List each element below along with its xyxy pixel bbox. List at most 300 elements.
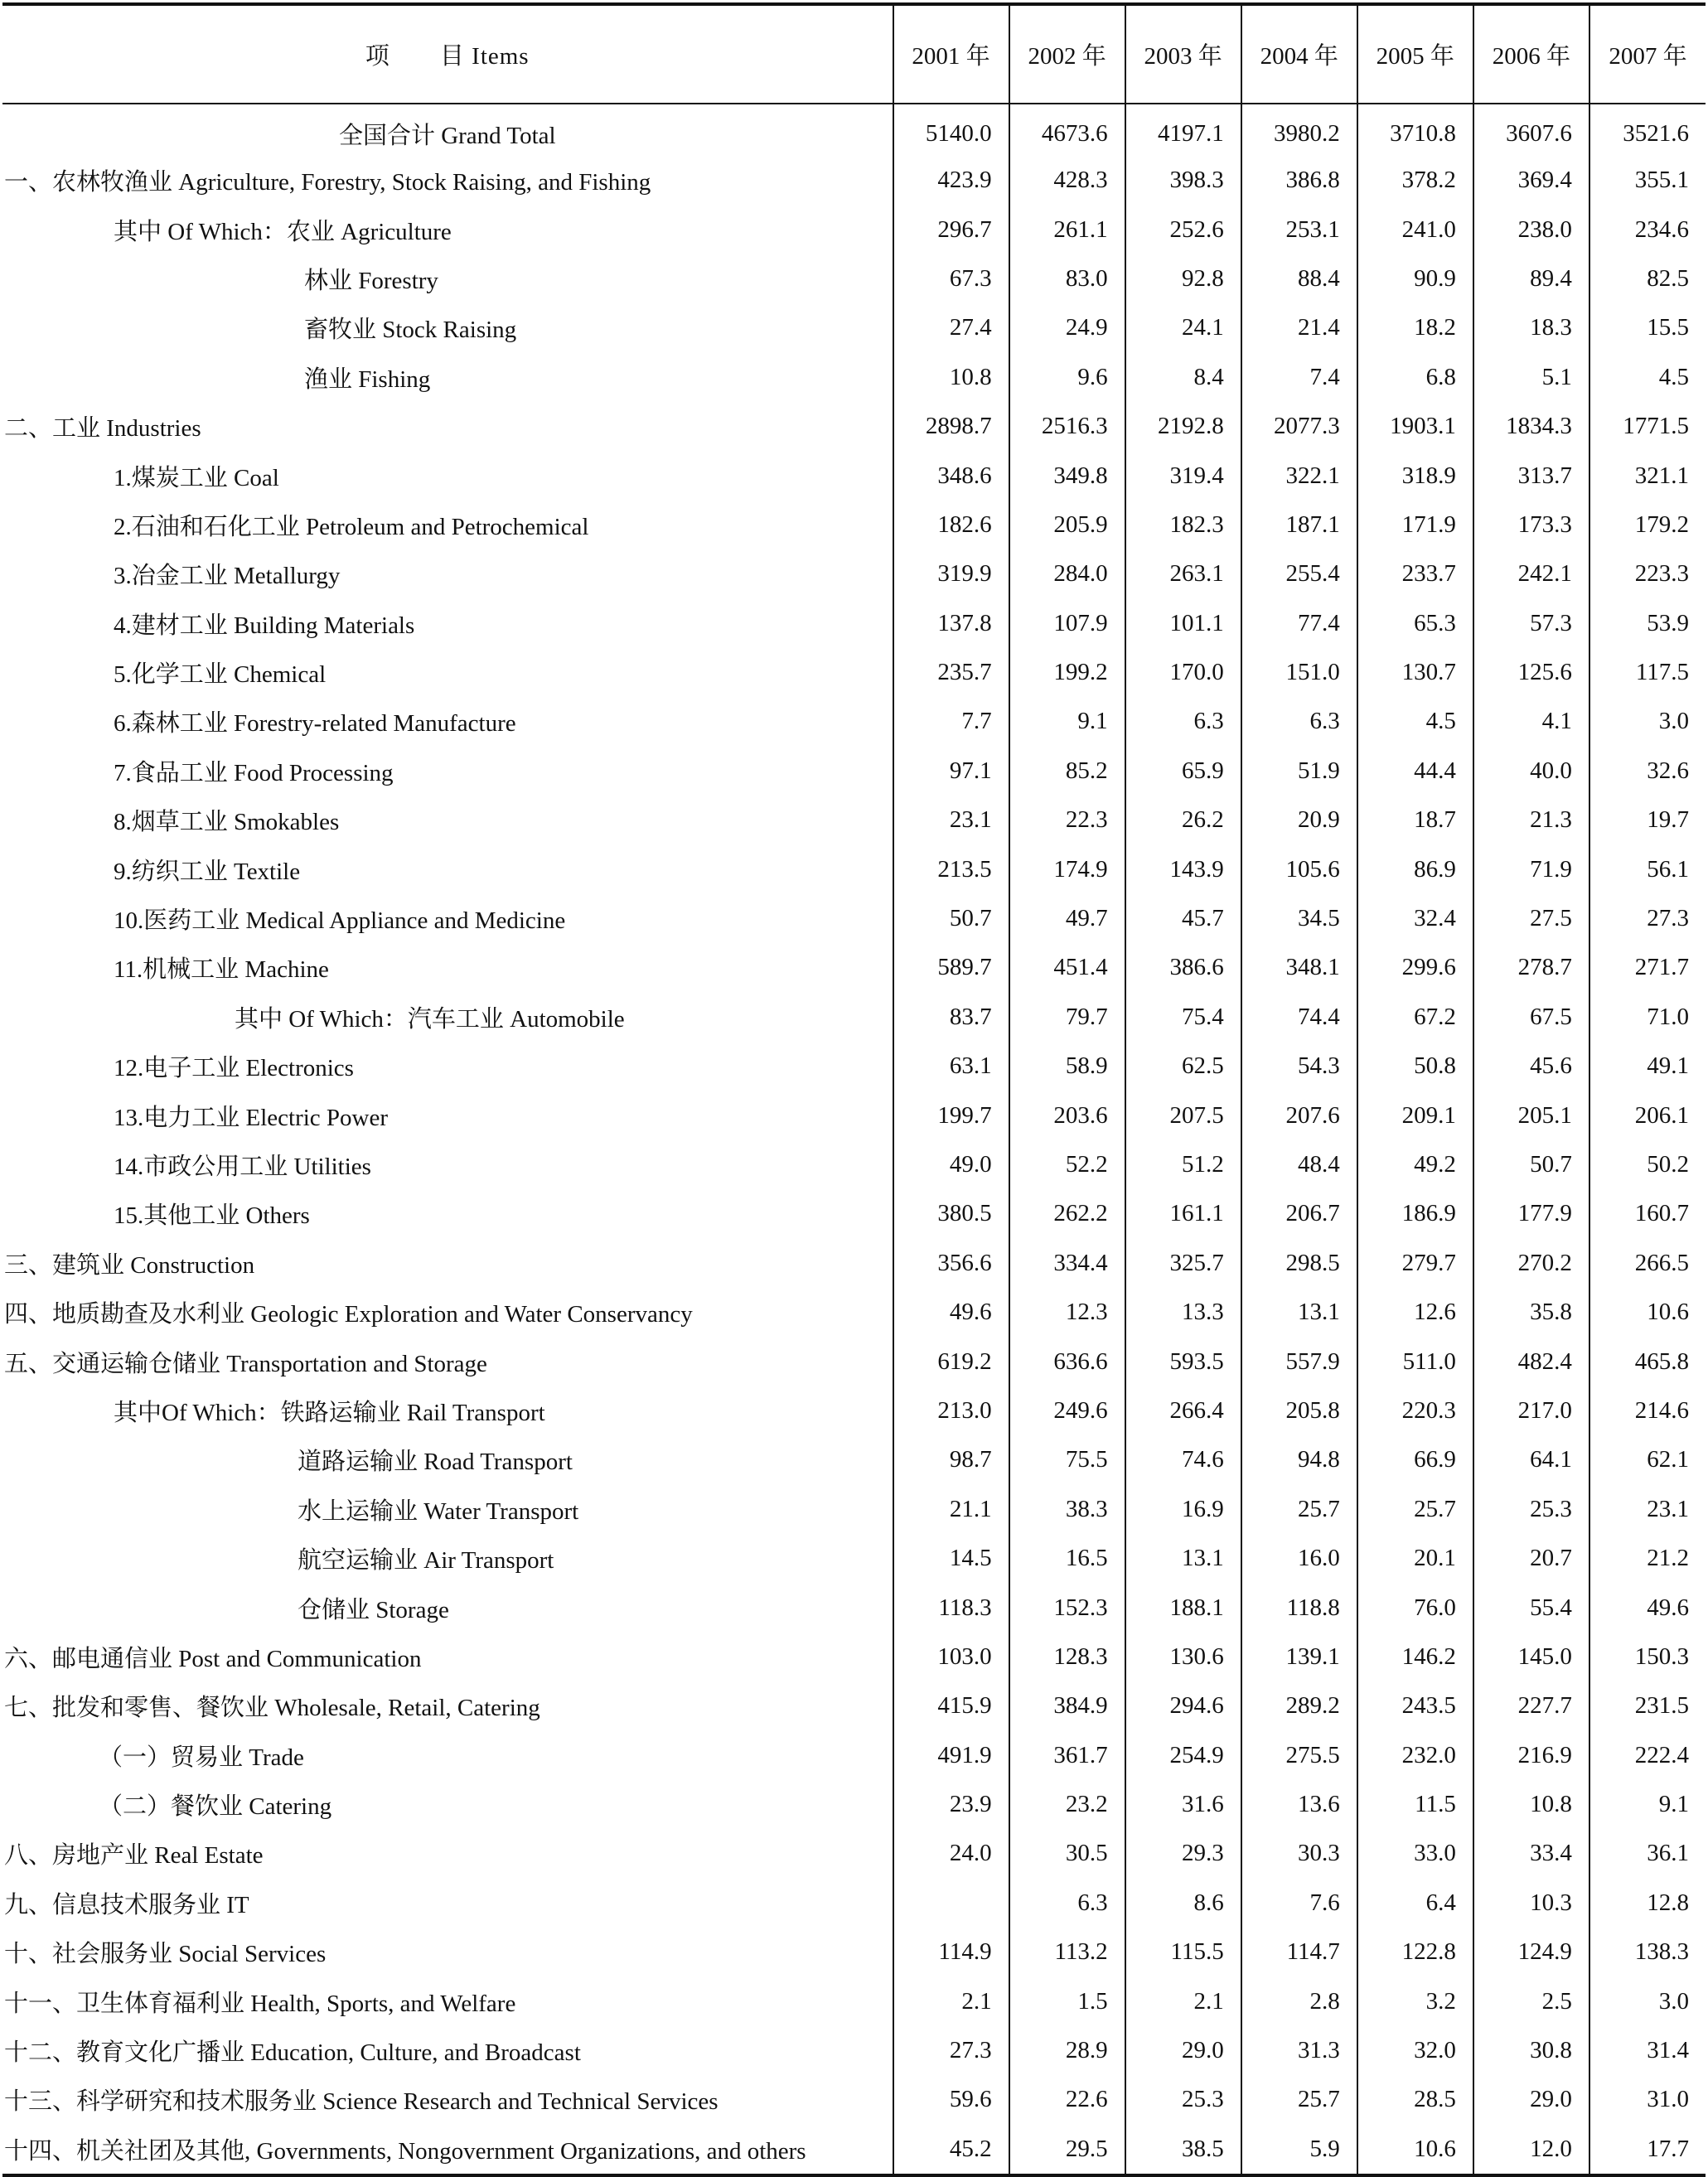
value-cell: 56.1 xyxy=(1589,844,1706,893)
value-cell: 451.4 xyxy=(1009,943,1125,992)
value-cell: 94.8 xyxy=(1241,1435,1357,1484)
value-cell: 75.4 xyxy=(1125,993,1241,1042)
value-cell: 34.5 xyxy=(1241,894,1357,943)
value-cell: 53.9 xyxy=(1589,599,1706,648)
value-cell: 10.8 xyxy=(1473,1780,1589,1829)
row-label: 十一、卫生体育福利业 Health, Sports, and Welfare xyxy=(4,1990,516,2017)
value-cell: 263.1 xyxy=(1125,549,1241,598)
value-cell: 3980.2 xyxy=(1241,104,1357,156)
value-cell: 31.3 xyxy=(1241,2026,1357,2075)
row-label: 12.电子工业 Electronics xyxy=(114,1055,354,1082)
value-cell: 48.4 xyxy=(1241,1140,1357,1189)
value-cell: 278.7 xyxy=(1473,943,1589,992)
value-cell: 50.7 xyxy=(893,894,1009,943)
value-cell: 115.5 xyxy=(1125,1928,1241,1976)
value-cell: 30.8 xyxy=(1473,2026,1589,2075)
value-cell: 249.6 xyxy=(1009,1386,1125,1435)
value-cell: 30.5 xyxy=(1009,1829,1125,1878)
value-cell: 35.8 xyxy=(1473,1288,1589,1337)
value-cell: 6.3 xyxy=(1241,697,1357,746)
value-cell: 334.4 xyxy=(1009,1239,1125,1288)
value-cell: 18.2 xyxy=(1357,303,1473,352)
value-cell: 59.6 xyxy=(893,2075,1009,2124)
table-row xyxy=(2,1534,1706,1583)
value-cell: 356.6 xyxy=(893,1239,1009,1288)
row-label: 九、信息技术服务业 IT xyxy=(4,1891,249,1918)
value-cell: 10.6 xyxy=(1589,1288,1706,1337)
value-cell: 235.7 xyxy=(893,648,1009,697)
value-cell: 5.9 xyxy=(1241,2125,1357,2175)
value-cell: 9.1 xyxy=(1009,697,1125,746)
table-row xyxy=(2,1435,1706,1484)
value-cell: 10.8 xyxy=(893,353,1009,402)
value-cell: 279.7 xyxy=(1357,1239,1473,1288)
value-cell: 2.1 xyxy=(1125,1976,1241,2025)
value-cell: 3607.6 xyxy=(1473,104,1589,156)
row-label: 14.市政公用工业 Utilities xyxy=(114,1154,371,1180)
value-cell: 491.9 xyxy=(893,1731,1009,1780)
value-cell: 107.9 xyxy=(1009,599,1125,648)
value-cell: 79.7 xyxy=(1009,993,1125,1042)
value-cell: 2.5 xyxy=(1473,1976,1589,2025)
value-cell: 24.0 xyxy=(893,1829,1009,1878)
value-cell: 1771.5 xyxy=(1589,402,1706,451)
value-cell: 16.5 xyxy=(1009,1534,1125,1583)
value-cell: 4.5 xyxy=(1589,353,1706,402)
value-cell: 28.5 xyxy=(1357,2075,1473,2124)
value-cell: 82.5 xyxy=(1589,254,1706,303)
value-cell: 2.1 xyxy=(893,1976,1009,2025)
table-row xyxy=(2,1681,1706,1730)
value-cell: 67.2 xyxy=(1357,993,1473,1042)
value-cell: 90.9 xyxy=(1357,254,1473,303)
row-label: 13.电力工业 Electric Power xyxy=(114,1104,389,1131)
value-cell: 5.1 xyxy=(1473,353,1589,402)
value-cell: 182.6 xyxy=(893,501,1009,549)
value-cell: 173.3 xyxy=(1473,501,1589,549)
value-cell: 2.8 xyxy=(1241,1976,1357,2025)
value-cell: 177.9 xyxy=(1473,1189,1589,1238)
value-cell: 38.3 xyxy=(1009,1485,1125,1534)
table-row xyxy=(2,1337,1706,1386)
value-cell: 322.1 xyxy=(1241,451,1357,500)
value-cell: 49.0 xyxy=(893,1140,1009,1189)
value-cell: 62.5 xyxy=(1125,1042,1241,1091)
value-cell: 23.2 xyxy=(1009,1780,1125,1829)
value-cell: 1903.1 xyxy=(1357,402,1473,451)
value-cell: 589.7 xyxy=(893,943,1009,992)
row-label: 畜牧业 Stock Raising xyxy=(304,317,517,344)
value-cell: 151.0 xyxy=(1241,648,1357,697)
table-row xyxy=(2,1288,1706,1337)
value-cell: 10.6 xyxy=(1357,2125,1473,2175)
row-label: 5.化学工业 Chemical xyxy=(114,661,327,689)
value-cell: 12.0 xyxy=(1473,2125,1589,2175)
value-cell: 114.9 xyxy=(893,1928,1009,1976)
value-cell: 33.0 xyxy=(1357,1829,1473,1878)
value-cell: 45.2 xyxy=(893,2125,1009,2175)
value-cell: 62.1 xyxy=(1589,1435,1706,1484)
value-cell: 29.0 xyxy=(1125,2026,1241,2075)
value-cell: 232.0 xyxy=(1357,1731,1473,1780)
value-cell: 289.2 xyxy=(1241,1681,1357,1730)
value-cell: 50.2 xyxy=(1589,1140,1706,1189)
value-cell: 284.0 xyxy=(1009,549,1125,598)
value-cell: 74.4 xyxy=(1241,993,1357,1042)
value-cell: 18.7 xyxy=(1357,796,1473,844)
value-cell: 3710.8 xyxy=(1357,104,1473,156)
value-cell: 86.9 xyxy=(1357,844,1473,893)
year-column-header: 2002 年 xyxy=(1009,4,1125,104)
value-cell: 125.6 xyxy=(1473,648,1589,697)
table-row xyxy=(2,1879,1706,1928)
table-row xyxy=(2,353,1706,402)
value-cell: 44.4 xyxy=(1357,747,1473,796)
value-cell: 255.4 xyxy=(1241,549,1357,598)
value-cell: 29.5 xyxy=(1009,2125,1125,2175)
row-label: 11.机械工业 Machine xyxy=(114,956,329,984)
value-cell: 33.4 xyxy=(1473,1829,1589,1878)
value-cell: 2898.7 xyxy=(893,402,1009,451)
value-cell: 57.3 xyxy=(1473,599,1589,648)
value-cell: 71.0 xyxy=(1589,993,1706,1042)
value-cell: 74.6 xyxy=(1125,1435,1241,1484)
value-cell: 220.3 xyxy=(1357,1386,1473,1435)
value-cell: 49.2 xyxy=(1357,1140,1473,1189)
value-cell: 45.6 xyxy=(1473,1042,1589,1091)
value-cell: 213.0 xyxy=(893,1386,1009,1435)
value-cell: 5140.0 xyxy=(893,104,1009,156)
value-cell: 118.3 xyxy=(893,1583,1009,1632)
value-cell: 49.7 xyxy=(1009,894,1125,943)
value-cell: 12.8 xyxy=(1589,1879,1706,1928)
value-cell: 233.7 xyxy=(1357,549,1473,598)
items-column-header: 项 目 Items xyxy=(2,4,893,104)
value-cell: 348.1 xyxy=(1241,943,1357,992)
value-cell: 118.8 xyxy=(1241,1583,1357,1632)
value-cell: 2516.3 xyxy=(1009,402,1125,451)
value-cell: 378.2 xyxy=(1357,156,1473,205)
value-cell: 231.5 xyxy=(1589,1681,1706,1730)
value-cell: 241.0 xyxy=(1357,205,1473,254)
value-cell: 76.0 xyxy=(1357,1583,1473,1632)
row-label: 9.纺织工业 Textile xyxy=(114,858,301,885)
row-label: 一、农林牧渔业 Agriculture, Forestry, Stock Raising, and Fishing xyxy=(4,169,651,196)
value-cell: 19.7 xyxy=(1589,796,1706,844)
value-cell: 139.1 xyxy=(1241,1633,1357,1681)
row-label: 15.其他工业 Others xyxy=(114,1202,310,1230)
value-cell: 182.3 xyxy=(1125,501,1241,549)
row-label: 十二、教育文化广播业 Education, Culture, and Broadcast xyxy=(4,2039,581,2067)
value-cell: 380.5 xyxy=(893,1189,1009,1238)
table-row xyxy=(2,1189,1706,1238)
value-cell: 214.6 xyxy=(1589,1386,1706,1435)
value-cell: 319.4 xyxy=(1125,451,1241,500)
value-cell: 13.1 xyxy=(1125,1534,1241,1583)
value-cell: 130.6 xyxy=(1125,1633,1241,1681)
value-cell: 313.7 xyxy=(1473,451,1589,500)
value-cell: 32.4 xyxy=(1357,894,1473,943)
value-cell: 199.7 xyxy=(893,1091,1009,1139)
value-cell: 97.1 xyxy=(893,747,1009,796)
value-cell: 252.6 xyxy=(1125,205,1241,254)
value-cell: 205.1 xyxy=(1473,1091,1589,1139)
value-cell: 21.2 xyxy=(1589,1534,1706,1583)
row-label: 林业 Forestry xyxy=(304,267,438,294)
row-label: 6.森林工业 Forestry-related Manufacture xyxy=(114,710,516,738)
year-column-header: 2004 年 xyxy=(1241,4,1357,104)
value-cell: 1834.3 xyxy=(1473,402,1589,451)
value-cell: 20.9 xyxy=(1241,796,1357,844)
value-cell: 13.3 xyxy=(1125,1288,1241,1337)
value-cell: 26.2 xyxy=(1125,796,1241,844)
value-cell: 23.1 xyxy=(1589,1485,1706,1534)
table-row xyxy=(2,1239,1706,1288)
value-cell: 77.4 xyxy=(1241,599,1357,648)
value-cell: 32.0 xyxy=(1357,2026,1473,2075)
value-cell: 25.7 xyxy=(1241,2075,1357,2124)
year-column-header: 2003 年 xyxy=(1125,4,1241,104)
value-cell: 266.4 xyxy=(1125,1386,1241,1435)
value-cell: 4673.6 xyxy=(1009,104,1125,156)
row-label: （二）餐饮业 Catering xyxy=(99,1793,332,1821)
value-cell: 415.9 xyxy=(893,1681,1009,1730)
row-label: 4.建材工业 Building Materials xyxy=(114,612,415,639)
row-label: 水上运输业 Water Transport xyxy=(298,1497,579,1525)
table-row xyxy=(2,1976,1706,2025)
value-cell: 7.7 xyxy=(893,697,1009,746)
value-cell: 296.7 xyxy=(893,205,1009,254)
table-row xyxy=(2,104,1706,156)
value-cell: 261.1 xyxy=(1009,205,1125,254)
value-cell: 29.0 xyxy=(1473,2075,1589,2124)
row-label: 10.医药工业 Medical Appliance and Medicine xyxy=(114,907,566,935)
table-row xyxy=(2,599,1706,648)
value-cell: 4.1 xyxy=(1473,697,1589,746)
value-cell: 275.5 xyxy=(1241,1731,1357,1780)
row-label: 3.冶金工业 Metallurgy xyxy=(114,563,341,590)
table-row xyxy=(2,747,1706,796)
value-cell: 349.8 xyxy=(1009,451,1125,500)
value-cell: 45.7 xyxy=(1125,894,1241,943)
value-cell: 206.7 xyxy=(1241,1189,1357,1238)
value-cell: 205.8 xyxy=(1241,1386,1357,1435)
table-row xyxy=(2,648,1706,697)
value-cell: 213.5 xyxy=(893,844,1009,893)
table-row xyxy=(2,205,1706,254)
value-cell: 270.2 xyxy=(1473,1239,1589,1288)
value-cell: 4197.1 xyxy=(1125,104,1241,156)
value-cell: 206.1 xyxy=(1589,1091,1706,1139)
value-cell: 124.9 xyxy=(1473,1928,1589,1976)
table-row xyxy=(2,1386,1706,1435)
value-cell: 83.0 xyxy=(1009,254,1125,303)
header-row xyxy=(2,4,1706,104)
value-cell: 6.4 xyxy=(1357,1879,1473,1928)
value-cell: 482.4 xyxy=(1473,1337,1589,1386)
value-cell: 2192.8 xyxy=(1125,402,1241,451)
value-cell: 27.5 xyxy=(1473,894,1589,943)
value-cell: 117.5 xyxy=(1589,648,1706,697)
row-label: 十三、科学研究和技术服务业 Science Research and Technical Services xyxy=(4,2088,719,2116)
value-cell: 152.3 xyxy=(1009,1583,1125,1632)
value-cell: 30.3 xyxy=(1241,1829,1357,1878)
value-cell: 63.1 xyxy=(893,1042,1009,1091)
value-cell: 128.3 xyxy=(1009,1633,1125,1681)
value-cell: 4.5 xyxy=(1357,697,1473,746)
value-cell: 105.6 xyxy=(1241,844,1357,893)
row-label: 八、房地产业 Real Estate xyxy=(4,1842,264,1870)
value-cell: 89.4 xyxy=(1473,254,1589,303)
value-cell: 71.9 xyxy=(1473,844,1589,893)
row-label: 其中 Of Which：汽车工业 Automobile xyxy=(235,1005,625,1033)
table-row xyxy=(2,2125,1706,2175)
value-cell: 6.3 xyxy=(1125,697,1241,746)
value-cell: 29.3 xyxy=(1125,1829,1241,1878)
value-cell: 398.3 xyxy=(1125,156,1241,205)
table-row xyxy=(2,1485,1706,1534)
value-cell: 222.4 xyxy=(1589,1731,1706,1780)
table-row xyxy=(2,1042,1706,1091)
value-cell: 12.6 xyxy=(1357,1288,1473,1337)
value-cell: 65.9 xyxy=(1125,747,1241,796)
value-cell: 23.1 xyxy=(893,796,1009,844)
table-row xyxy=(2,156,1706,205)
value-cell: 21.1 xyxy=(893,1485,1009,1534)
value-cell: 2077.3 xyxy=(1241,402,1357,451)
value-cell: 25.3 xyxy=(1473,1485,1589,1534)
value-cell: 92.8 xyxy=(1125,254,1241,303)
value-cell: 243.5 xyxy=(1357,1681,1473,1730)
table-row xyxy=(2,1583,1706,1632)
value-cell: 50.8 xyxy=(1357,1042,1473,1091)
row-label: 1.煤炭工业 Coal xyxy=(114,464,279,491)
value-cell: 348.6 xyxy=(893,451,1009,500)
table-row xyxy=(2,549,1706,598)
value-cell: 146.2 xyxy=(1357,1633,1473,1681)
value-cell: 58.9 xyxy=(1009,1042,1125,1091)
row-label: 仓储业 Storage xyxy=(298,1596,449,1623)
value-cell: 318.9 xyxy=(1357,451,1473,500)
value-cell: 1.5 xyxy=(1009,1976,1125,2025)
row-label: 十四、机关社团及其他, Governments, Nongovernment Organizations, and others xyxy=(4,2137,806,2165)
row-label: （一）贸易业 Trade xyxy=(99,1744,304,1771)
value-cell: 619.2 xyxy=(893,1337,1009,1386)
table-row xyxy=(2,1731,1706,1780)
value-cell: 423.9 xyxy=(893,156,1009,205)
table-row xyxy=(2,501,1706,549)
table-row xyxy=(2,2026,1706,2075)
value-cell: 223.3 xyxy=(1589,549,1706,598)
value-cell: 65.3 xyxy=(1357,599,1473,648)
value-cell: 171.9 xyxy=(1357,501,1473,549)
year-column-header: 2005 年 xyxy=(1357,4,1473,104)
value-cell: 145.0 xyxy=(1473,1633,1589,1681)
value-cell: 27.4 xyxy=(893,303,1009,352)
value-cell: 55.4 xyxy=(1473,1583,1589,1632)
value-cell: 187.1 xyxy=(1241,501,1357,549)
value-cell: 386.6 xyxy=(1125,943,1241,992)
value-cell: 75.5 xyxy=(1009,1435,1125,1484)
value-cell: 83.7 xyxy=(893,993,1009,1042)
value-cell: 24.9 xyxy=(1009,303,1125,352)
row-label: 2.石油和石化工业 Petroleum and Petrochemical xyxy=(114,513,589,540)
table-row xyxy=(2,1091,1706,1139)
value-cell: 266.5 xyxy=(1589,1239,1706,1288)
value-cell: 21.3 xyxy=(1473,796,1589,844)
value-cell: 27.3 xyxy=(1589,894,1706,943)
table-row xyxy=(2,2075,1706,2124)
value-cell: 13.6 xyxy=(1241,1780,1357,1829)
value-cell: 16.0 xyxy=(1241,1534,1357,1583)
value-cell: 12.3 xyxy=(1009,1288,1125,1337)
table-row xyxy=(2,1928,1706,1976)
value-cell: 67.3 xyxy=(893,254,1009,303)
value-cell: 174.9 xyxy=(1009,844,1125,893)
value-cell: 511.0 xyxy=(1357,1337,1473,1386)
value-cell: 50.7 xyxy=(1473,1140,1589,1189)
value-cell: 355.1 xyxy=(1589,156,1706,205)
value-cell: 205.9 xyxy=(1009,501,1125,549)
value-cell: 138.3 xyxy=(1589,1928,1706,1976)
row-label: 其中Of Which：铁路运输业 Rail Transport xyxy=(114,1399,545,1426)
value-cell: 27.3 xyxy=(893,2026,1009,2075)
value-cell: 319.9 xyxy=(893,549,1009,598)
value-cell: 85.2 xyxy=(1009,747,1125,796)
value-cell: 32.6 xyxy=(1589,747,1706,796)
value-cell: 179.2 xyxy=(1589,501,1706,549)
value-cell: 170.0 xyxy=(1125,648,1241,697)
value-cell: 325.7 xyxy=(1125,1239,1241,1288)
year-column-header: 2006 年 xyxy=(1473,4,1589,104)
table-row xyxy=(2,451,1706,500)
value-cell: 52.2 xyxy=(1009,1140,1125,1189)
value-cell: 88.4 xyxy=(1241,254,1357,303)
value-cell: 209.1 xyxy=(1357,1091,1473,1139)
value-cell: 217.0 xyxy=(1473,1386,1589,1435)
value-cell: 122.8 xyxy=(1357,1928,1473,1976)
value-cell: 299.6 xyxy=(1357,943,1473,992)
value-cell: 199.2 xyxy=(1009,648,1125,697)
value-cell: 31.4 xyxy=(1589,2026,1706,2075)
value-cell: 25.7 xyxy=(1241,1485,1357,1534)
value-cell: 25.3 xyxy=(1125,2075,1241,2124)
value-cell: 636.6 xyxy=(1009,1337,1125,1386)
value-cell: 161.1 xyxy=(1125,1189,1241,1238)
value-cell: 9.1 xyxy=(1589,1780,1706,1829)
value-cell: 14.5 xyxy=(893,1534,1009,1583)
value-cell: 21.4 xyxy=(1241,303,1357,352)
value-cell: 271.7 xyxy=(1589,943,1706,992)
value-cell: 465.8 xyxy=(1589,1337,1706,1386)
value-cell: 113.2 xyxy=(1009,1928,1125,1976)
value-cell: 150.3 xyxy=(1589,1633,1706,1681)
value-cell: 137.8 xyxy=(893,599,1009,648)
value-cell: 253.1 xyxy=(1241,205,1357,254)
row-label: 三、建筑业 Construction xyxy=(4,1251,255,1279)
year-column-header: 2007 年 xyxy=(1589,4,1706,104)
row-label: 渔业 Fishing xyxy=(304,365,431,393)
value-cell: 10.3 xyxy=(1473,1879,1589,1928)
value-cell: 16.9 xyxy=(1125,1485,1241,1534)
value-cell: 54.3 xyxy=(1241,1042,1357,1091)
value-cell: 386.8 xyxy=(1241,156,1357,205)
value-cell: 36.1 xyxy=(1589,1829,1706,1878)
value-cell: 114.7 xyxy=(1241,1928,1357,1976)
value-cell: 17.7 xyxy=(1589,2125,1706,2175)
value-cell: 7.4 xyxy=(1241,353,1357,402)
value-cell: 298.5 xyxy=(1241,1239,1357,1288)
